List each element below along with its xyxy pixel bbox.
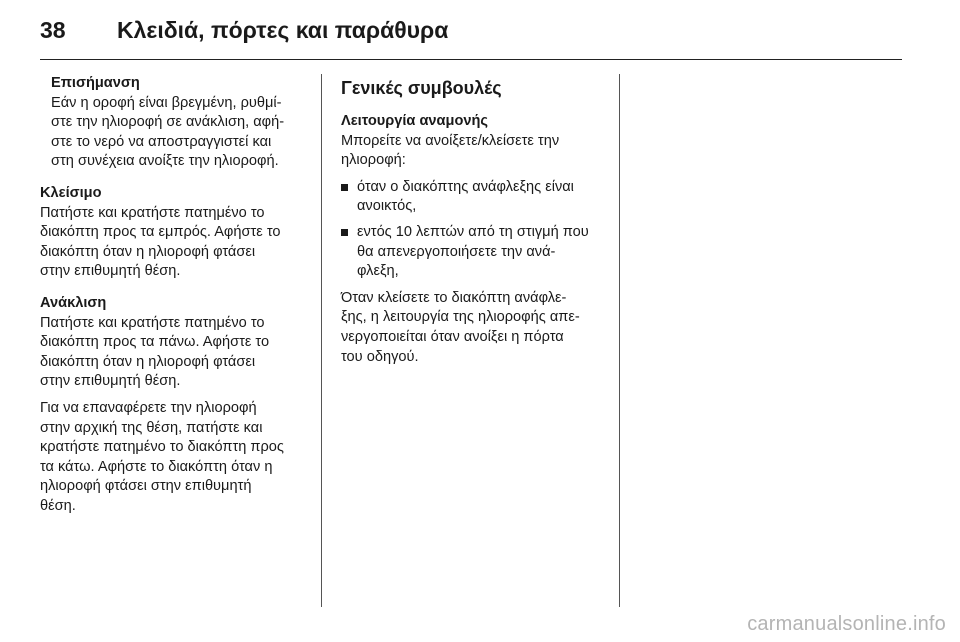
note-line: στε την ηλιοροφή σε ανάκλιση, αφή-: [51, 114, 285, 131]
closing-line: Πατήστε και κρατήστε πατημένο το: [40, 204, 265, 221]
standby-heading: Λειτουργία αναμονής: [341, 113, 488, 129]
column-divider: [321, 74, 322, 607]
restore-line: στην αρχική της θέση, πατήστε και: [40, 419, 263, 436]
tilt-paragraph: [40, 314, 315, 392]
standby-intro-line: Μπορείτε να ανοίξετε/κλείσετε την: [341, 132, 560, 149]
closing-heading: Κλείσιμο: [40, 184, 102, 201]
tilt-line: στην επιθυμητή θέση.: [40, 373, 181, 390]
standby-bullet-list: [341, 178, 611, 282]
restore-line: θέση.: [40, 497, 76, 514]
note-line: στε το νερό να αποστραγγιστεί και: [51, 133, 272, 150]
bullet-line: φλεξη,: [357, 263, 399, 280]
list-item: [341, 178, 611, 217]
closing-section: [40, 184, 315, 282]
standby-outro-line: ξης, η λειτουργία της ηλιοροφής απε-: [341, 309, 580, 326]
page-number: 38: [40, 17, 66, 43]
standby-outro-line: Όταν κλείσετε το διακόπτη ανάφλε-: [341, 289, 567, 306]
closing-line: διακόπτη όταν η ηλιοροφή φτάσει: [40, 243, 256, 260]
bullet-line: εντός 10 λεπτών από τη στιγμή που: [357, 223, 589, 240]
right-column: [341, 74, 611, 374]
section-heading: Γενικές συμβουλές: [341, 78, 502, 98]
tilt-section: [40, 294, 315, 517]
standby-intro: [341, 132, 611, 171]
bullet-line: ανοικτός,: [357, 198, 417, 215]
tilt-line: διακόπτη όταν η ηλιοροφή φτάσει: [40, 353, 256, 370]
tilt-line: διακόπτη προς τα πάνω. Αφήστε το: [40, 334, 270, 351]
restore-paragraph: [40, 399, 315, 517]
watermark: carmanualsonline.info: [747, 613, 946, 635]
header-rule: [40, 59, 902, 60]
tilt-line: Πατήστε και κρατήστε πατημένο το: [40, 314, 265, 331]
square-bullet-icon: [341, 184, 348, 191]
standby-outro-line: του οδηγού.: [341, 348, 419, 365]
standby-outro-line: νεργοποιείται όταν ανοίξει η πόρτα: [341, 328, 564, 345]
tilt-heading: Ανάκλιση: [40, 294, 107, 311]
note-title: Επισήμανση: [51, 75, 140, 91]
restore-line: κρατήστε πατημένο το διακόπτη προς: [40, 439, 284, 456]
standby-outro: [341, 289, 611, 367]
left-column: [40, 74, 315, 523]
closing-line: στην επιθυμητή θέση.: [40, 263, 181, 280]
column-divider: [619, 74, 620, 607]
note-line: Εάν η οροφή είναι βρεγμένη, ρυθμί-: [51, 94, 282, 111]
list-item: [341, 223, 611, 282]
restore-line: Για να επαναφέρετε την ηλιοροφή: [40, 399, 257, 416]
closing-line: διακόπτη προς τα εμπρός. Αφήστε το: [40, 224, 281, 241]
note-line: στη συνέχεια ανοίξτε την ηλιοροφή.: [51, 153, 279, 170]
note-block: [40, 74, 315, 172]
square-bullet-icon: [341, 229, 348, 236]
restore-line: τα κάτω. Αφήστε το διακόπτη όταν η: [40, 458, 273, 475]
standby-intro-line: ηλιοροφή:: [341, 152, 406, 169]
bullet-line: όταν ο διακόπτης ανάφλεξης είναι: [357, 178, 574, 195]
bullet-line: θα απενεργοποιήσετε την ανά-: [357, 243, 556, 260]
chapter-title: Κλειδιά, πόρτες και παράθυρα: [117, 17, 449, 43]
page-header: [0, 0, 960, 62]
restore-line: ηλιοροφή φτάσει στην επιθυμητή: [40, 478, 252, 495]
